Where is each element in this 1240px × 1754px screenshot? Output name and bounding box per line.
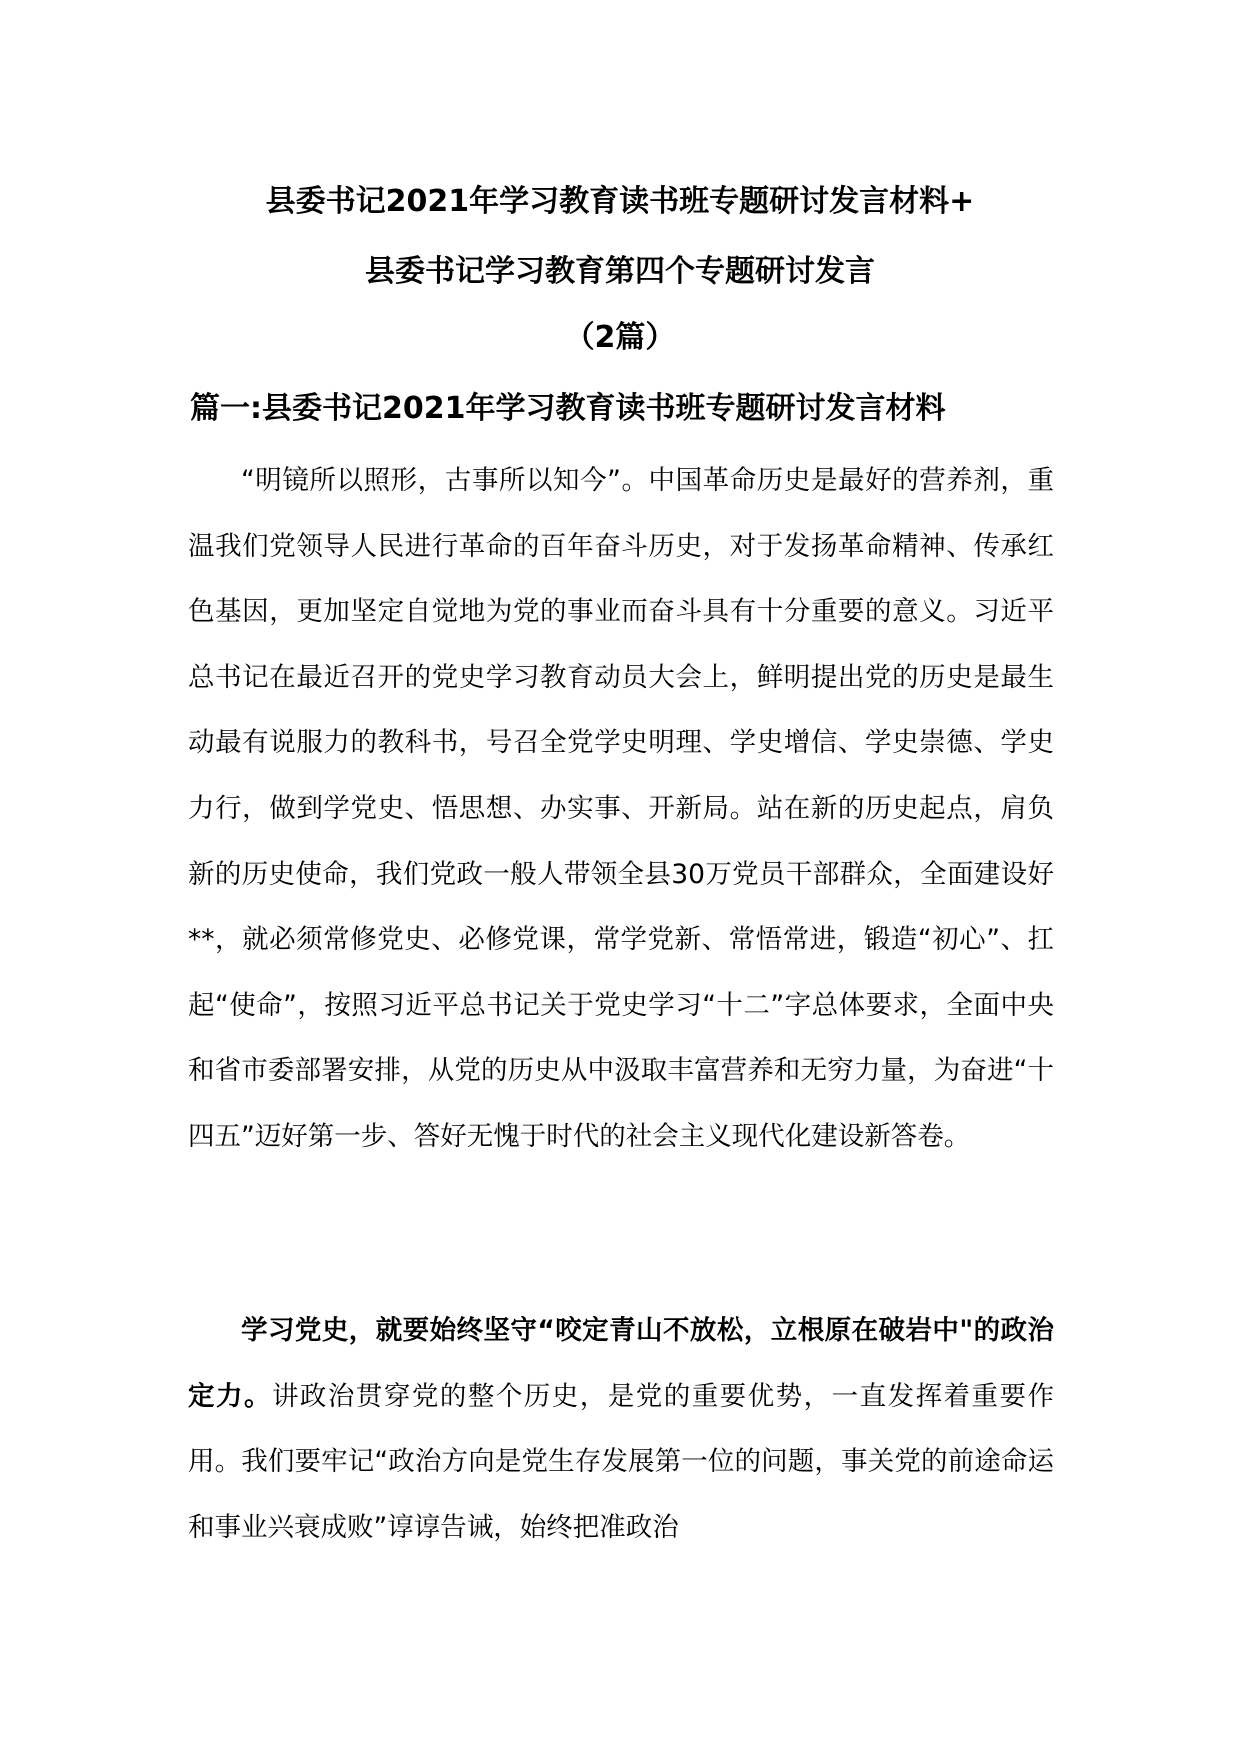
document-title-line-3: （2篇） [564, 320, 676, 355]
body-paragraph [188, 448, 1054, 1170]
paragraph-text: “明镜所以照形，古事所以知今”。中国革命历史是最好的营养剂，重温我们党领导人民进行革命的百年奋斗历史，对于发扬革命精神、传承红色基因，更加坚定自觉地为党的事业而奋斗具有十分重要的意义。习近平总书记在最近召开的党史学习教育动员大会上，鲜明提出党的历史是最生动最有说服力的教科书，号召全党学史明理、学史增信、学史崇德、学史力行，做到学党史、悟思想、办实事、开新局。站在新的历史起点，肩负新的历史使命，我们党政一般人带领全县30万党员干部群众，全面建设好**，就必须常修党史、必修党课，常学党新、常悟常进，锻造“初心”、扛起“使命”，按照习近平总书记关于党史学习“十二”字总体要求，全面中央和省市委部署安排，从党的历史从中汲取丰富营养和无穷力量，为奋进“十四五”迈好第一步、答好无愧于时代的社会主义现代化建设新答卷。 [188, 465, 1054, 1152]
section-heading: 篇一:县委书记2021年学习教育读书班专题研讨发言材料 [190, 391, 946, 426]
paragraph-lead-heading: 学习党史，就要始终坚守“咬定青山不放松，立根原在破岩中"的政治定力。 [188, 1315, 1054, 1412]
document-title-line-2: 县委书记学习教育第四个专题研讨发言 [365, 254, 875, 289]
paragraph-text: 讲政治贯穿党的整个历史，是党的重要优势，一直发挥着重要作用。我们要牢记“政治方向是党生存发展第一位的问题，事关党的前途命运和事业兴衰成败”谆谆告诫，始终把准政治 [188, 1380, 1055, 1543]
document-title-line-1: 县委书记2021年学习教育读书班专题研讨发言材料+ [265, 184, 975, 219]
body-paragraph [188, 1298, 1054, 1560]
